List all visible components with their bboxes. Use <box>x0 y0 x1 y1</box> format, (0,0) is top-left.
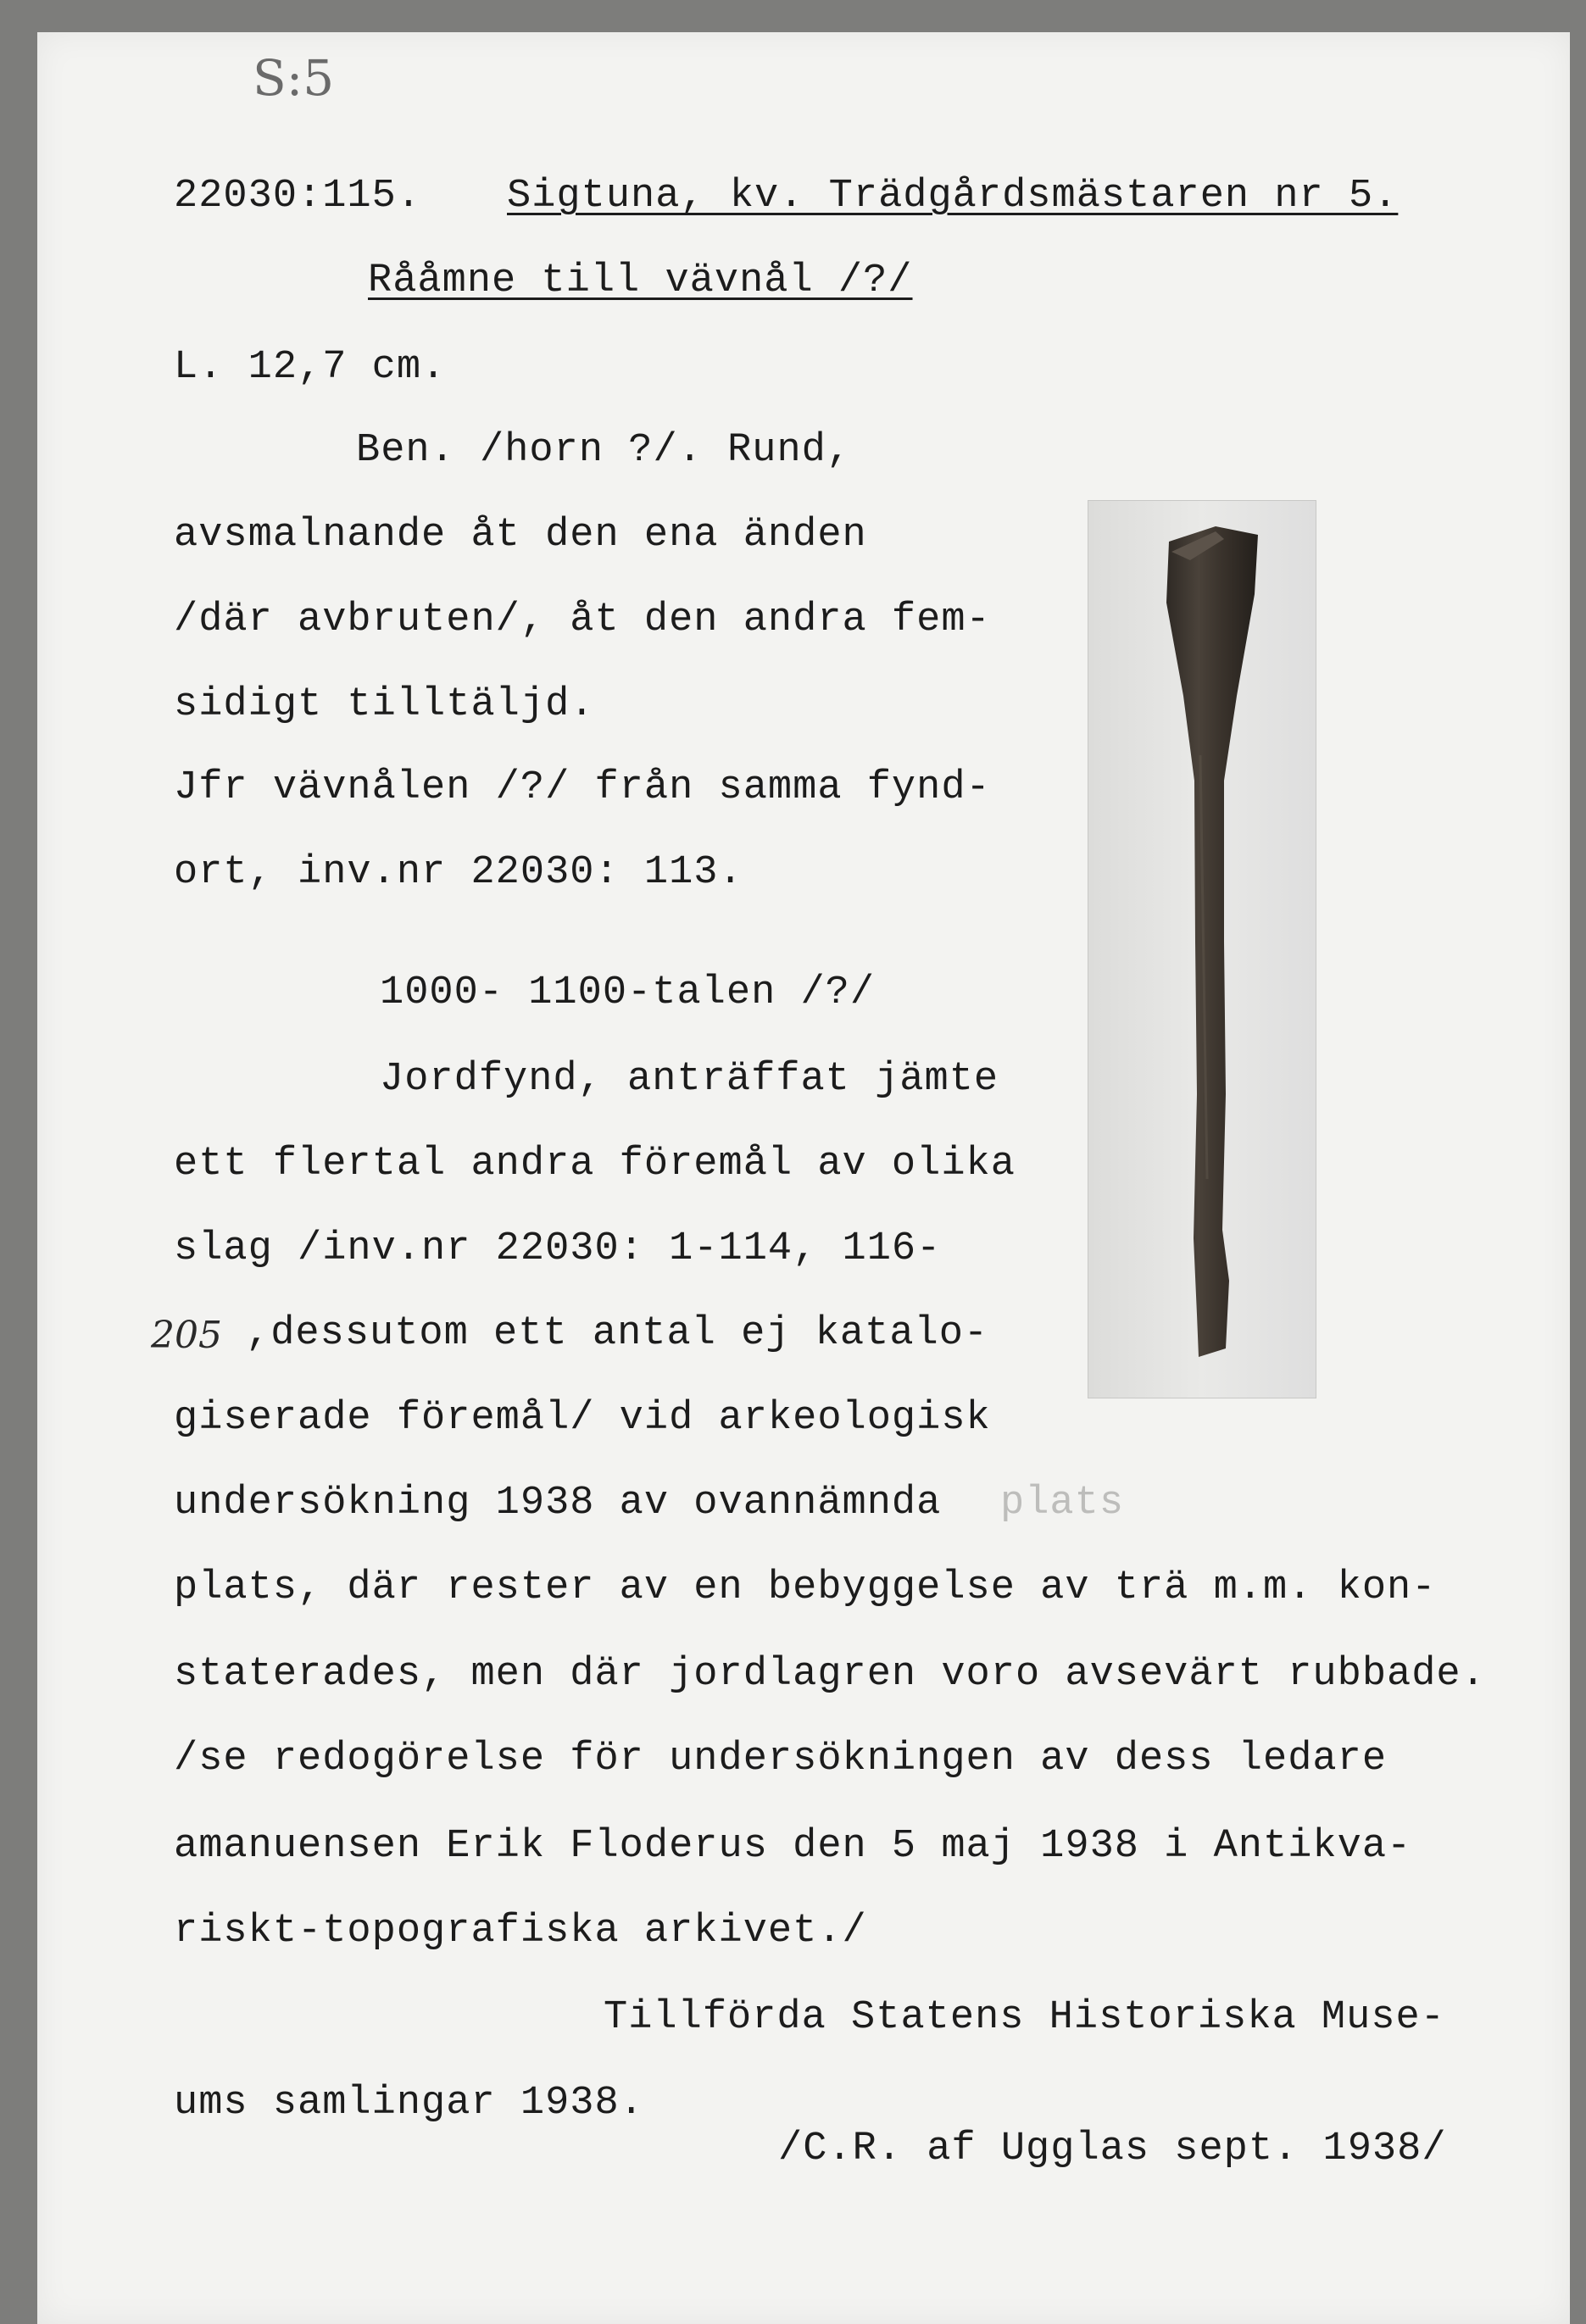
description-line: avsmalnande åt den ena änden <box>174 513 867 558</box>
find-line: ,dessutom ett antal ej katalo- <box>246 1311 989 1356</box>
object-title: Rååmne till vävnål /?/ <box>368 259 913 303</box>
acquisition-line: ums samlingar 1938. <box>174 2081 644 2126</box>
find-line: amanuensen Erik Floderus den 5 maj 1938 i Antikva- <box>174 1824 1412 1869</box>
find-line: plats, där rester av en bebyggelse av trä m.m. kon- <box>174 1565 1437 1610</box>
inventory-number: 22030:115. <box>174 174 422 219</box>
find-line: undersökning 1938 av ovannämnda <box>174 1481 942 1526</box>
description-line: sidigt tilltäljd. <box>174 682 595 727</box>
object-photograph <box>1088 500 1316 1398</box>
object-length: L. 12,7 cm. <box>174 345 447 390</box>
site-name: Sigtuna, kv. Trädgårdsmästaren nr 5. <box>507 174 1399 219</box>
struck-word: plats <box>1000 1481 1125 1526</box>
find-line: Jordfynd, anträffat jämte <box>380 1057 999 1102</box>
signature: /C.R. af Ugglas sept. 1938/ <box>778 2127 1447 2171</box>
handwritten-number: 205 <box>151 1314 222 1357</box>
description-line: /där avbruten/, åt den andra fem- <box>174 598 991 642</box>
description-line: Jfr vävnålen /?/ från samma fynd- <box>174 765 991 810</box>
handwritten-catalog-mark: S:5 <box>253 49 335 107</box>
dating: 1000- 1100-talen /?/ <box>380 970 876 1015</box>
find-line: giserade föremål/ vid arkeologisk <box>174 1396 991 1441</box>
description-line: ort, inv.nr 22030: 113. <box>174 850 743 895</box>
find-line: staterades, men där jordlagren voro avsevärt rubbade. <box>174 1652 1486 1697</box>
find-line: ett flertal andra föremål av olika <box>174 1142 1016 1187</box>
find-line: /se redogörelse för undersökningen av dess ledare <box>174 1737 1388 1782</box>
bone-needle-blank-image <box>1088 501 1316 1398</box>
find-line: riskt-topografiska arkivet./ <box>174 1909 867 1954</box>
acquisition-line: Tillförda Statens Historiska Muse- <box>604 1995 1445 2040</box>
description-line: Ben. /horn ?/. Rund, <box>356 428 852 473</box>
find-line: slag /inv.nr 22030: 1-114, 116- <box>174 1226 942 1271</box>
